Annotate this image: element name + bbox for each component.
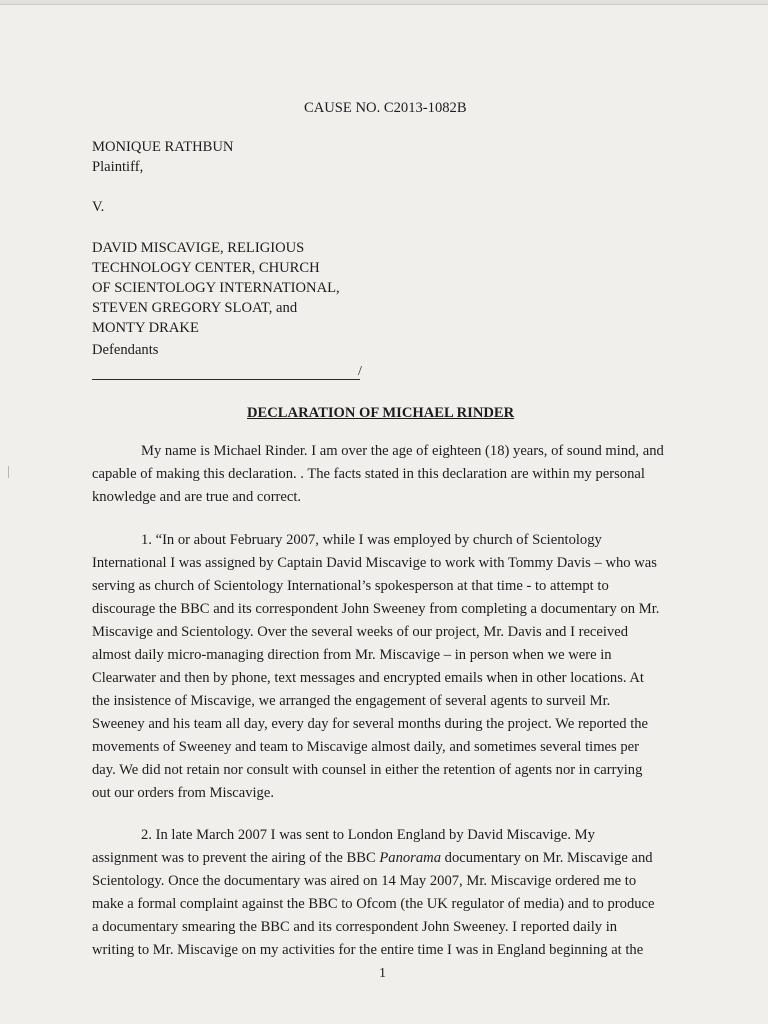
plaintiff-name: MONIQUE RATHBUN	[92, 139, 234, 155]
paragraph-2-line: 2. In late March 2007 I was sent to London England by David Miscavige. My	[141, 827, 595, 843]
paragraph-2-line: writing to Mr. Miscavige on my activities for the entire time I was in England beginning at the	[92, 942, 644, 958]
paragraph-2-line	[92, 848, 682, 868]
paragraph-1-line: out our orders from Miscavige.	[92, 785, 274, 801]
paragraph-1-line: Sweeney and his team all day, every day for several months during the project. We reported the	[92, 716, 649, 732]
document-title: DECLARATION OF MICHAEL RINDER	[247, 405, 515, 421]
cause-number: CAUSE NO. C2013-1082B	[304, 100, 467, 116]
paragraph-1-line: International I was assigned by Captain David Miscavige to work with Tommy Davis – who was	[92, 555, 657, 571]
intro-line: My name is Michael Rinder. I am over the age of eighteen (18) years, of sound mind, and	[141, 443, 664, 459]
paragraph-1-line: Clearwater and then by phone, text messages and encrypted emails when in other locations. At	[92, 670, 644, 686]
paragraph-1-line: day. We did not retain nor consult with counsel in either the retention of agents nor in carrying	[92, 762, 643, 778]
paragraph-1-line: serving as church of Scientology International’s spokesperson at that time - to attempt to	[92, 578, 609, 594]
defendant-line: TECHNOLOGY CENTER, CHURCH	[92, 260, 320, 276]
paragraph-1-line: almost daily micro-managing direction from Mr. Miscavige – in person when we were in	[92, 647, 612, 663]
versus: V.	[92, 199, 105, 215]
defendants-role: Defendants	[92, 342, 159, 358]
paragraph-1-line: the insistence of Miscavige, we arranged the engagement of several agents to surveil Mr.	[92, 693, 611, 709]
caption-rule-slash: /	[358, 364, 362, 379]
intro-line: capable of making this declaration. . The facts stated in this declaration are within my personal	[92, 466, 645, 482]
paragraph-2-text: assignment was to prevent the airing of the BBC	[92, 850, 380, 866]
paragraph-1-line: Miscavige and Scientology. Over the several weeks of our project, Mr. Davis and I received	[92, 624, 629, 640]
paragraph-1-line: discourage the BBC and its correspondent John Sweeney from completing a documentary on Mr.	[92, 601, 660, 617]
page-number: 1	[379, 966, 386, 981]
defendant-line: OF SCIENTOLOGY INTERNATIONAL,	[92, 280, 340, 296]
caption-rule	[92, 379, 360, 380]
program-title: Panorama	[379, 850, 441, 866]
paragraph-1-line: movements of Sweeney and team to Miscavige almost daily, and sometimes several times per	[92, 739, 639, 755]
paragraph-2-line: a documentary smearing the BBC and its correspondent John Sweeney. I reported daily in	[92, 919, 618, 935]
plaintiff-role: Plaintiff,	[92, 159, 144, 175]
defendant-line: DAVID MISCAVIGE, RELIGIOUS	[92, 240, 305, 256]
scan-top-edge	[0, 0, 768, 5]
paragraph-2-text: documentary on Mr. Miscavige and	[441, 850, 653, 866]
paragraph-2-line: make a formal complaint against the BBC to Ofcom (the UK regulator of media) and to produce	[92, 896, 655, 912]
paragraph-2-line: Scientology. Once the documentary was aired on 14 May 2007, Mr. Miscavige ordered me to	[92, 873, 637, 889]
scan-margin-mark	[8, 466, 9, 478]
intro-line: knowledge and are true and correct.	[92, 489, 302, 505]
defendant-line: MONTY DRAKE	[92, 320, 199, 336]
paragraph-1-line: 1. “In or about February 2007, while I was employed by church of Scientology	[141, 532, 602, 548]
defendant-line: STEVEN GREGORY SLOAT, and	[92, 300, 298, 316]
